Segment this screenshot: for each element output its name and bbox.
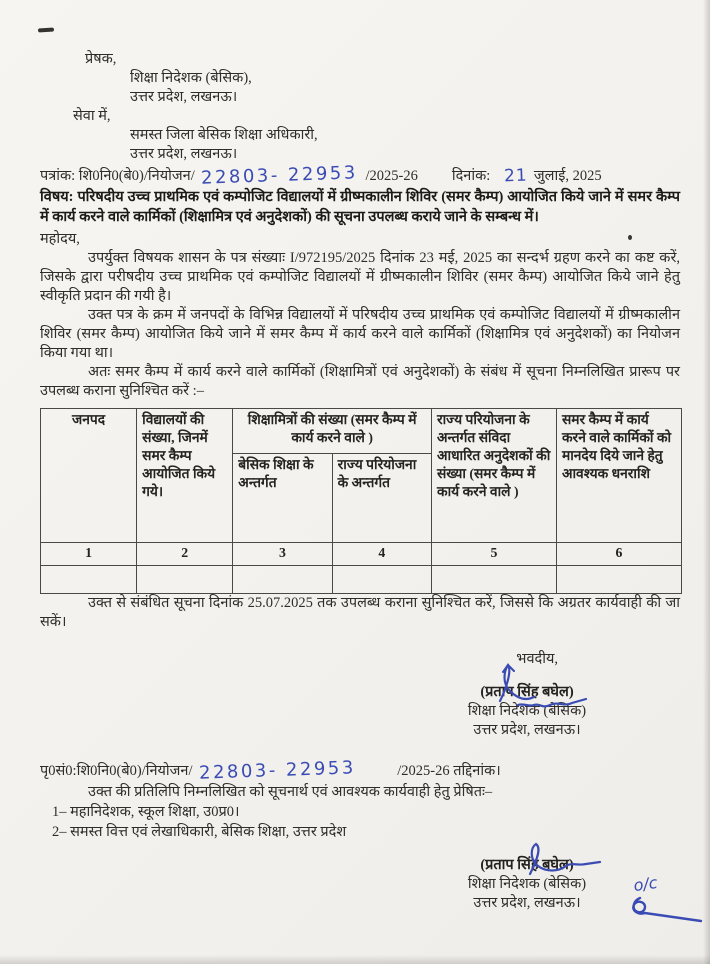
column-number-3: 3 — [233, 543, 332, 566]
header-instructor-count: राज्य परियोजना के अन्तर्गत संविदा आधारित अनुदेशकों की संख्या (समर कैम्प में कार्य करने वाले ) — [431, 409, 556, 543]
table-header-row-1 — [41, 409, 682, 454]
blank-cell — [41, 566, 137, 594]
handwritten-date-day: 21 — [503, 165, 529, 187]
signature-block-1 — [432, 683, 622, 740]
signatory-title: शिक्षा निदेशक (बेसिक) — [467, 703, 587, 719]
header-honorarium-amount: समर कैम्प में कार्य करने वाले कार्मिकों को मानदेय दिये जाने हेतु आवश्यक धनराशि — [556, 409, 681, 543]
header-district: जनपद — [41, 409, 137, 543]
header-state-project: राज्य परियोजना के अन्तर्गत — [332, 454, 431, 543]
signatory-title: शिक्षा निदेशक (बेसिक) — [467, 876, 587, 892]
column-number-4: 4 — [332, 543, 431, 566]
paragraph-2: उक्त पत्र के क्रम में जनपदों के विभिन्न विद्यालयों में परिषदीय उच्च प्राथमिक एवं कम्पोजिट विद्यालयों में ग्रीष्मकालीन शिविर (समर कैम्प) आयोजित किये जाने में समर कैम्प में कार्य करने वाले कार्मिकों (शिक्षामित्र एवं अनुदेशकों) का नियोजन किया गया था। — [40, 307, 680, 361]
copy-item-1: 1– महानिदेशक, स्कूल शिक्षा, उ0प्र0। — [52, 804, 240, 820]
endorsement-prefix: पृ0सं0:शि0नि0(बे0)/नियोजन/ — [40, 763, 193, 779]
date-label: दिनांक: — [451, 168, 491, 184]
sender-label: प्रेषक, — [85, 51, 117, 67]
blank-cell — [332, 566, 431, 594]
sender-line-2: उत्तर प्रदेश, लखनऊ। — [130, 89, 238, 105]
signatory-name: (प्रताप सिंह बघेल) — [480, 684, 574, 700]
header-school-count: विद्यालयों की संख्या, जिनमें समर कैम्प आयोजित किये गये। — [137, 409, 233, 543]
oc-initial-block — [612, 874, 707, 934]
closing-word: भवदीय, — [516, 651, 558, 667]
copy-item-2: 2– समस्त वित्त एवं लेखाधिकारी, बेसिक शिक्षा, उत्तर प्रदेश — [52, 824, 347, 840]
copy-distribution-line: उक्त की प्रतिलिपि निम्नलिखित को सूचनार्थ एवं आवश्यक कार्यवाही हेतु प्रेषितः– — [88, 784, 493, 800]
column-number-row — [41, 543, 682, 566]
oc-mark-text: o/c — [632, 874, 659, 896]
information-format-table — [40, 408, 682, 594]
signatory-place: उत्तर प्रदेश, लखनऊ। — [473, 895, 581, 911]
paragraph-1: उपर्युक्त विषयक शासन के पत्र संख्याः I/972195/2025 दिनांक 23 मई, 2025 का सन्दर्भ ग्रहण करने का कष्ट करें, जिसके द्वारा परीषदीय उच्च प्राथमिक एवं कम्पोजिट विद्यालयों में ग्रीष्मकालीन शिविर (समर कैम्प) आयोजित किये जाने हेतु स्वीकृति प्रदान की गयी है। — [40, 250, 680, 304]
salutation: महोदय, — [40, 231, 80, 247]
recipient-label: सेवा में, — [73, 108, 111, 124]
blank-entry-row — [41, 566, 682, 594]
endorsement-line — [40, 757, 680, 784]
signatory-name: (प्रताप सिंह बघेल) — [480, 857, 574, 873]
header-basic-education: बेसिक शिक्षा के अन्तर्गत — [233, 454, 332, 543]
recipient-line-1: समस्त जिला बेसिक शिक्षा अधिकारी, — [130, 127, 318, 143]
blank-cell — [233, 566, 332, 594]
oc-mark-icon — [612, 874, 707, 934]
sender-line-1: शिक्षा निदेशक (बेसिक), — [130, 70, 252, 86]
blank-cell — [431, 566, 556, 594]
header-shikshamitra-group: शिक्षामित्रों की संख्या (समर कैम्प में कार्य करने वाले ) — [233, 409, 432, 454]
blank-cell — [556, 566, 681, 594]
column-number-2: 2 — [137, 543, 233, 566]
column-number-1: 1 — [41, 543, 137, 566]
date-month-year: जुलाई, 2025 — [533, 168, 602, 184]
handwritten-letter-number: 22803- 22953 — [200, 162, 358, 189]
reference-prefix: पत्रांक: शि0नि0(बे0)/नियोजन/ — [40, 168, 195, 184]
paragraph-3: अतः समर कैम्प में कार्य करने वाले कार्मिकों (शिक्षामित्रों एवं अनुदेशकों) के संबंध में सूचना निम्नलिखित प्रारूप पर उपलब्ध कराना सुनिश्चित करें :– — [40, 364, 680, 399]
recipient-line-2: उत्तर प्रदेश, लखनऊ। — [130, 146, 238, 162]
reference-suffix: /2025-26 — [365, 168, 418, 184]
signatory-place: उत्तर प्रदेश, लखनऊ। — [473, 722, 581, 738]
blank-cell — [137, 566, 233, 594]
column-number-5: 5 — [431, 543, 556, 566]
paragraph-4: उक्त से संबंधित सूचना दिनांक 25.07.2025 तक उपलब्ध कराना सुनिश्चित करें, जिससे कि अग्रतर कार्यवाही की जा सकें। — [40, 595, 680, 630]
signature-block-2 — [432, 856, 622, 913]
reference-line — [40, 162, 680, 189]
column-number-6: 6 — [556, 543, 681, 566]
subject-line: विषय: परिषदीय उच्च प्राथमिक एवं कम्पोजिट विद्यालयों में ग्रीष्मकालीन शिविर (समर कैम्प) आयोजित किये जाने में समर कैम्प में कार्य करने वाले कार्मिकों (शिक्षामित्र एवं अनुदेशकों) की सूचना उपलब्ध कराये जाने के सम्बन्ध में। — [40, 189, 680, 225]
handwritten-endorsement-number: 22803- 22953 — [198, 757, 356, 784]
endorsement-suffix: /2025-26 तद्दिनांक। — [397, 763, 501, 779]
